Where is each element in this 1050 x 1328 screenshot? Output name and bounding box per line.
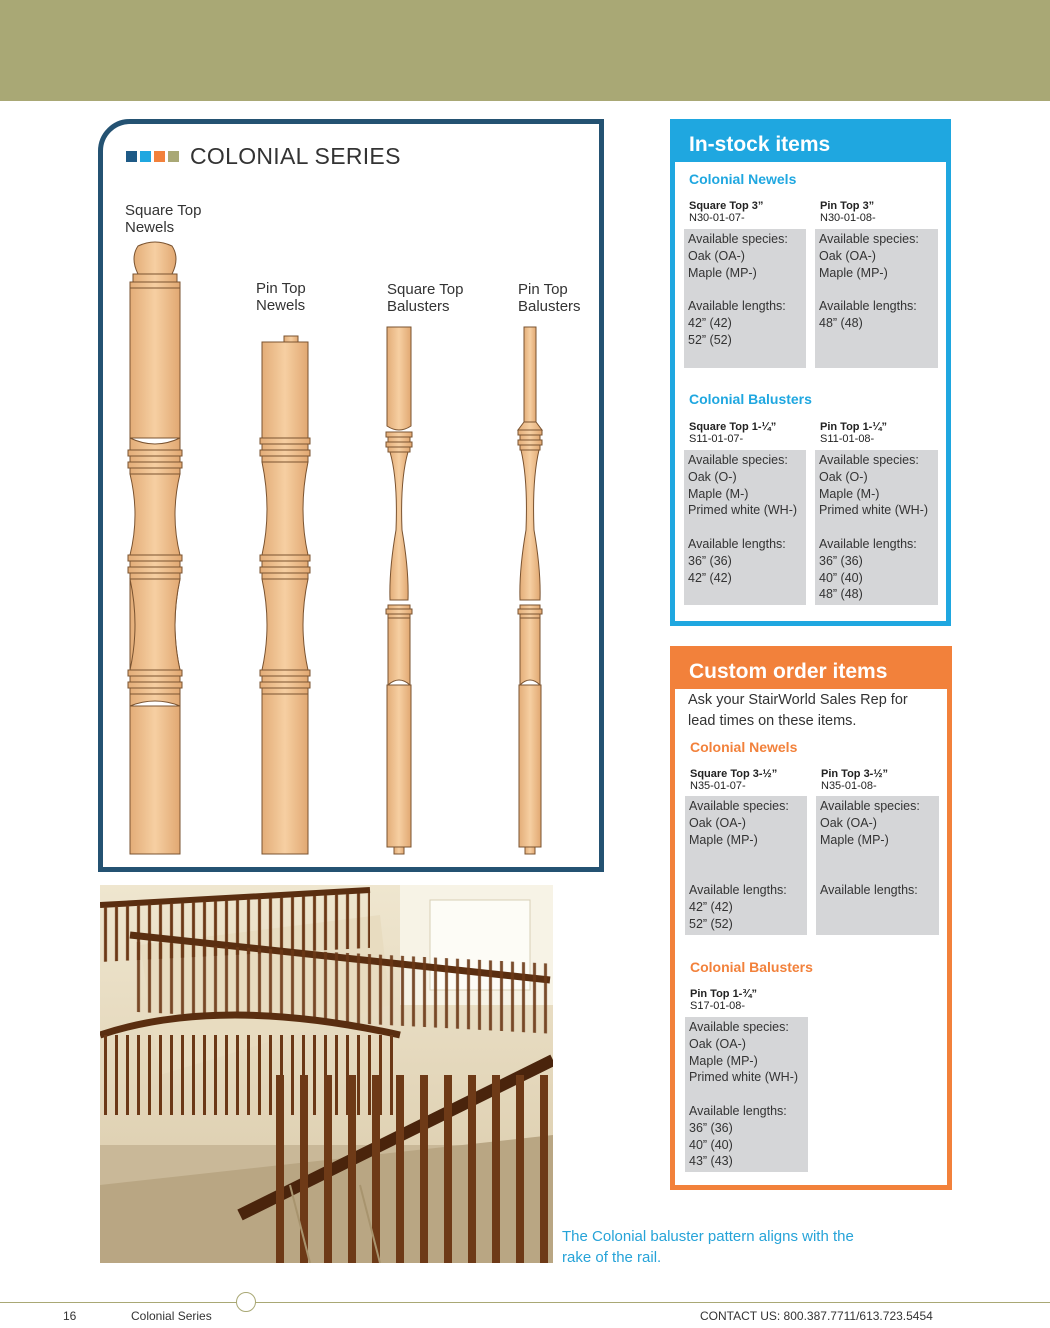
footer-circle-icon — [236, 1292, 256, 1312]
footer-rule — [0, 1302, 1050, 1303]
spec-box: Available species: Oak (OA-) Maple (MP-) Available lengths: 42” (42) 52” (52) — [684, 229, 806, 368]
color-square-icon — [168, 151, 179, 162]
color-square-icon — [154, 151, 165, 162]
label-pin-top-balusters: Pin Top Balusters — [518, 281, 581, 315]
custom-order-title: Custom order items — [675, 651, 947, 689]
spec-box: Available species: Oak (O-) Maple (M-) Primed white (WH-) Available lengths: 36” (36) 42” (42) — [684, 450, 806, 605]
photo-caption: The Colonial baluster pattern aligns with the rake of the rail. — [562, 1228, 854, 1266]
footer-contact: CONTACT US: 800.387.7711/613.723.5454 — [700, 1309, 933, 1323]
series-title-text: COLONIAL SERIES — [190, 143, 401, 169]
spec-box: Available species: Oak (OA-) Maple (MP-) Primed white (WH-) Available lengths: 36” (36) 40” (40) 43” (43) — [685, 1017, 808, 1172]
spec-box: Available species: Oak (OA-) Maple (MP-) Available lengths: — [816, 796, 939, 935]
product-heading: Square Top 3” N30-01-07- — [689, 200, 764, 224]
top-band — [0, 0, 1050, 101]
square-top-baluster-drawing — [386, 327, 412, 854]
spec-box: Available species: Oak (OA-) Maple (MP-) Available lengths: 48” (48) — [815, 229, 938, 368]
custom-balusters-title: Colonial Balusters — [690, 959, 813, 975]
custom-order-intro: Ask your StairWorld Sales Rep for lead times on these items. — [688, 692, 908, 729]
product-heading: Square Top 1-¼” S11-01-07- — [689, 421, 777, 445]
color-square-icon — [126, 151, 137, 162]
product-heading: Pin Top 3-½” N35-01-08- — [821, 768, 889, 792]
footer-section: Colonial Series — [131, 1309, 212, 1323]
label-square-top-newels: Square Top Newels — [125, 202, 202, 236]
custom-newels-title: Colonial Newels — [690, 739, 798, 755]
series-title — [126, 143, 401, 170]
color-square-icon — [140, 151, 151, 162]
in-stock-balusters-title: Colonial Balusters — [689, 391, 812, 407]
product-heading: Square Top 3-½” N35-01-07- — [690, 768, 778, 792]
square-top-newel-drawing — [128, 242, 182, 854]
label-square-top-balusters: Square Top Balusters — [387, 281, 464, 315]
in-stock-newels-title: Colonial Newels — [689, 171, 797, 187]
product-heading: Pin Top 1-¼” S11-01-08- — [820, 421, 888, 445]
turned-parts-illustration — [100, 230, 600, 860]
pin-top-newel-drawing — [260, 336, 310, 854]
staircase-photo — [100, 885, 553, 1263]
spec-box: Available species: Oak (OA-) Maple (MP-) Available lengths: 42” (42) 52” (52) — [685, 796, 807, 935]
spec-box: Available species: Oak (O-) Maple (M-) Primed white (WH-) Available lengths: 36” (36) 40” (40) 48” (48) — [815, 450, 938, 605]
product-heading: Pin Top 3” N30-01-08- — [820, 200, 876, 224]
pin-top-baluster-drawing — [518, 327, 542, 854]
page-number: 16 — [63, 1309, 77, 1323]
label-pin-top-newels: Pin Top Newels — [256, 280, 306, 314]
product-heading: Pin Top 1-¾” S17-01-08- — [690, 988, 758, 1012]
in-stock-title: In-stock items — [675, 124, 946, 162]
